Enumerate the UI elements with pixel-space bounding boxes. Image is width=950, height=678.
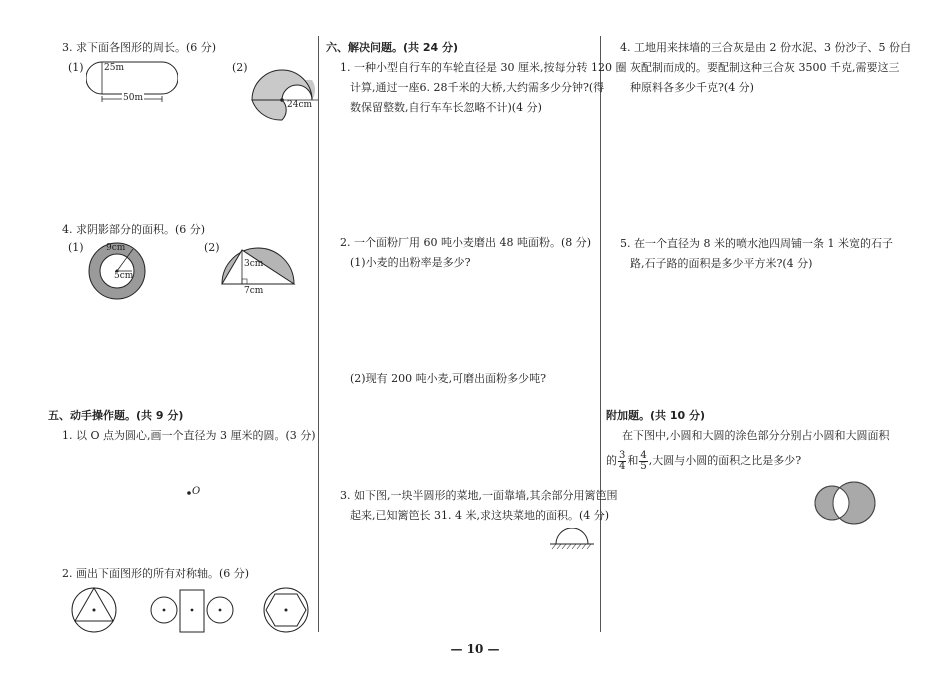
s6-q3-line2: 起来,已知篱笆长 31. 4 米,求这块菜地的面积。(4 分) bbox=[350, 509, 610, 522]
q4-fig2-label: (2) bbox=[204, 241, 220, 254]
stadium-width-label: 50m bbox=[123, 93, 143, 103]
semicircle-garden-wall-figure bbox=[548, 528, 596, 552]
s6-q2-line1: 2. 一个面粉厂用 60 吨小麦磨出 48 吨面粉。(8 分) bbox=[340, 236, 592, 249]
s6-q1-line1: 1. 一种小型自行车的车轮直径是 30 厘米,按每分转 120 圈 bbox=[340, 61, 627, 74]
fraction-three-quarters bbox=[618, 451, 626, 472]
s5-q2-text: 2. 画出下面图形的所有对称轴。(6 分) bbox=[62, 567, 250, 580]
fraction-four-fifths bbox=[639, 451, 647, 472]
bonus-line1: 在下图中,小圆和大圆的涂色部分分别占小圆和大圆面积 bbox=[622, 429, 890, 442]
triangle-height-label: 3cm bbox=[244, 259, 264, 269]
q3-fig1-label: (1) bbox=[68, 61, 84, 74]
bonus-and-text: 和 bbox=[627, 454, 639, 467]
fraction-1-numerator: 3 bbox=[619, 449, 626, 461]
circle-triangle-figure bbox=[70, 586, 118, 634]
s6-q4-line1: 4. 工地用来抹墙的三合灰是由 2 份水泥、3 份沙子、5 份白 bbox=[620, 41, 911, 54]
spiral-length-label: 24cm bbox=[287, 100, 313, 110]
s6-q2-sub2: (2)现有 200 吨小麦,可磨出面粉多少吨? bbox=[350, 372, 546, 385]
semicircle-spiral-figure bbox=[246, 56, 322, 122]
s5-q1-text: 1. 以 O 点为圆心,画一个直径为 3 厘米的圆。(3 分) bbox=[62, 429, 316, 442]
section-5-title: 五、动手操作题。(共 9 分) bbox=[48, 409, 184, 422]
stadium-height-label: 25m bbox=[104, 63, 124, 73]
fraction-2-numerator: 4 bbox=[640, 449, 647, 461]
overlapping-circles-figure bbox=[810, 480, 878, 526]
s6-q5-line1: 5. 在一个直径为 8 米的喷水池四周铺一条 1 米宽的石子 bbox=[620, 237, 893, 250]
fraction-1-denominator: 4 bbox=[619, 460, 626, 472]
circle-hexagon-figure bbox=[262, 586, 310, 634]
bonus-post-text: ,大圆与小圆的面积之比是多少? bbox=[648, 454, 802, 467]
center-point-label: O bbox=[192, 486, 201, 497]
column-divider-right bbox=[600, 36, 601, 632]
s6-q3-line1: 3. 如下图,一块半圆形的菜地,一面靠墙,其余部分用篱笆围 bbox=[340, 489, 618, 502]
triangle-base-label: 7cm bbox=[244, 286, 264, 296]
s6-q2-sub1: (1)小麦的出粉率是多少? bbox=[350, 256, 471, 269]
q3-perimeter-title: 3. 求下面各图形的周长。(6 分) bbox=[62, 41, 217, 54]
column-divider-left bbox=[318, 36, 319, 632]
circles-rectangle-figure bbox=[150, 588, 234, 634]
section-6-title: 六、解决问题。(共 24 分) bbox=[326, 41, 459, 54]
q4-shaded-area-title: 4. 求阴影部分的面积。(6 分) bbox=[62, 223, 206, 236]
s6-q4-line2: 灰配制而成的。要配制这种三合灰 3500 千克,需要这三 bbox=[630, 61, 900, 74]
s6-q4-line3: 种原料各多少千克?(4 分) bbox=[630, 81, 754, 94]
ring-inner-radius-label: 5cm bbox=[114, 271, 134, 281]
page-number: — 10 — bbox=[450, 642, 500, 656]
s6-q1-line2: 计算,通过一座6. 28千米的大桥,大约需多少分钟?(得 bbox=[350, 81, 605, 94]
bonus-section-title: 附加题。(共 10 分) bbox=[606, 409, 706, 422]
q4-fig1-label: (1) bbox=[68, 241, 84, 254]
bonus-pre-text: 的 bbox=[606, 454, 617, 467]
bonus-line2 bbox=[606, 446, 801, 476]
s6-q1-line3: 数保留整数,自行车车长忽略不计)(4 分) bbox=[350, 101, 542, 114]
fraction-2-denominator: 5 bbox=[640, 460, 647, 472]
s6-q5-line2: 路,石子路的面积是多少平方米?(4 分) bbox=[630, 257, 813, 270]
ring-outer-radius-label: 9cm bbox=[106, 243, 126, 253]
q3-fig2-label: (2) bbox=[232, 61, 248, 74]
